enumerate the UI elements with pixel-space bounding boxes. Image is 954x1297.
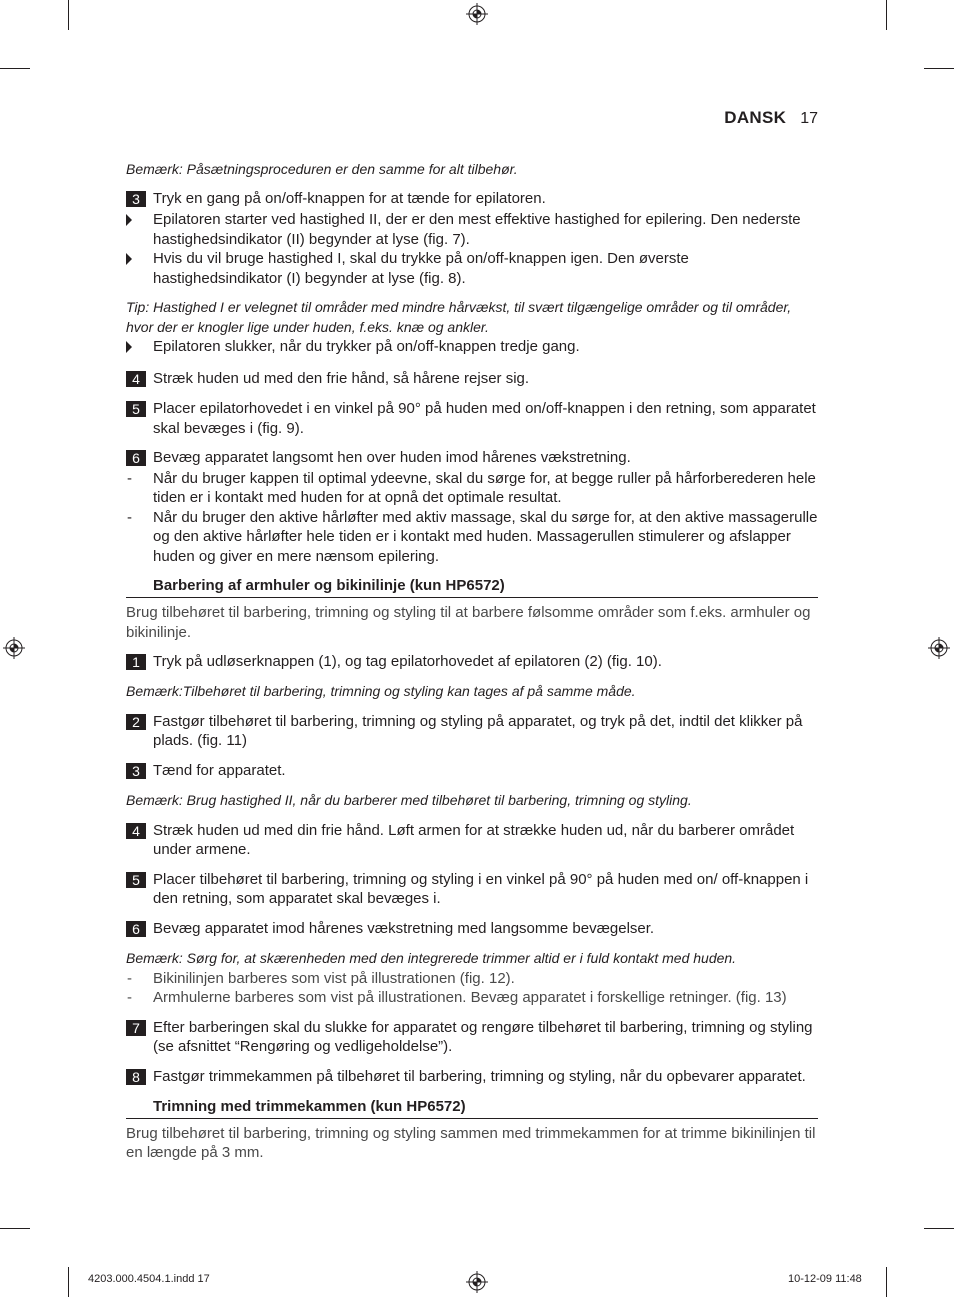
bullet-item	[126, 249, 818, 288]
bullet-text: Epilatoren starter ved hastighed II, der er den mest effektive hastighed for epilering. Den nederste hastighedsindikator (II) begynder at lyse (fig. 7).	[153, 210, 801, 248]
document-body	[126, 160, 818, 1163]
footer-datetime: 10-12-09 11:48	[788, 1273, 862, 1285]
numbered-step	[126, 919, 818, 940]
dash-item: - Når du bruger kappen til optimal ydeevne, skal du sørge for, at begge ruller på hårforberederen hele tiden er i kontakt med huden for at opnå det optimale resultat.	[126, 469, 818, 508]
step-text: Placer epilatorhovedet i en vinkel på 90° på huden med on/off-knappen i den retning, som apparatet skal bevæges i (fig. 9).	[153, 400, 816, 437]
note: Bemærk:Tilbehøret til barbering, trimning og styling kan tages af på samme måde.	[126, 683, 636, 700]
step-number: 8	[126, 1069, 146, 1085]
crop-mark	[924, 68, 954, 69]
numbered-step	[126, 399, 818, 438]
registration-mark-icon	[466, 1271, 488, 1293]
numbered-step	[126, 1018, 818, 1057]
step-text: Bevæg apparatet langsomt hen over huden imod hårenes vækstretning.	[153, 449, 631, 467]
step-text: Placer tilbehøret til barbering, trimning og styling i en vinkel på 90° på huden med on/ off-knappen i den retning, som apparatet skal bevæges i.	[153, 870, 809, 908]
triangle-bullet-icon	[126, 214, 132, 226]
note: Bemærk: Brug hastighed II, når du barberer med tilbehøret til barbering, trimning og styling.	[126, 792, 692, 809]
triangle-bullet-icon	[126, 341, 132, 353]
step-number: 6	[126, 450, 146, 466]
page-number: 17	[800, 110, 818, 127]
numbered-step	[126, 712, 818, 751]
step-text: Fastgør tilbehøret til barbering, trimning og styling på apparatet, og tryk på det, indtil det klikker på plads. (fig. 11)	[153, 712, 803, 750]
numbered-step	[126, 1067, 818, 1088]
note: Bemærk: Påsætningsproceduren er den samme for alt tilbehør.	[126, 161, 518, 177]
crop-mark	[924, 1228, 954, 1229]
language-label: DANSK	[724, 108, 787, 127]
step-text: Tænd for apparatet.	[153, 761, 286, 779]
note: Bemærk: Sørg for, at skærenheden med den integrerede trimmer altid er i fuld kontakt med huden.	[126, 949, 737, 966]
registration-mark-icon	[466, 3, 488, 25]
bullet-text: Hvis du vil bruge hastighed I, skal du trykke på on/off-knappen igen. Den øverste hastighedsindikator (I) begynder at lyse (fig. 8).	[153, 250, 689, 287]
step-text: Tryk på udløserknappen (1), og tag epilatorhovedet af epilatoren (2) (fig. 10).	[153, 653, 662, 671]
dash-item: - Når du bruger den aktive hårløfter med aktiv massage, skal du sørge for, at den aktive massagerulle og den aktive hårløfter hele tiden er i kontakt med huden. Massagerullen stimulerer og afslapper huden og giver en mere nænsom epilering.	[127, 508, 818, 566]
step-number: 5	[126, 872, 146, 888]
step-number: 2	[126, 714, 146, 730]
step-text: Efter barberingen skal du slukke for apparatet og rengøre tilbehøret til barbering, trimning og styling (se afsnittet “Rengøring og vedligeholdelse”).	[153, 1018, 813, 1056]
dash-item: - Bikinilinjen barberes som vist på illustrationen (fig. 12).	[126, 969, 818, 989]
dash-text: Armhulerne barberes som vist på illustrationen. Bevæg apparatet i forskellige retninger. (fig. 13)	[153, 989, 787, 1007]
step-number: 3	[126, 763, 146, 779]
step-number: 3	[126, 191, 146, 207]
step-number: 4	[126, 371, 146, 387]
bullet-item	[126, 210, 818, 249]
numbered-step	[126, 761, 818, 782]
step-text: Tryk en gang på on/off-knappen for at tænde for epilatoren.	[153, 190, 546, 208]
section-heading: Trimning med trimmekammen (kun HP6572)	[126, 1097, 818, 1119]
step-text: Stræk huden ud med din frie hånd. Løft armen for at strække huden ud, når du barberer området under armene.	[153, 821, 795, 859]
step-text: Stræk huden ud med den frie hånd, så hårene rejser sig.	[153, 369, 530, 387]
dash-text: Bikinilinjen barberes som vist på illustrationen (fig. 12).	[153, 969, 515, 987]
dash-text: Når du bruger kappen til optimal ydeevne, skal du sørge for, at begge ruller på hårforberederen hele tiden er i kontakt med huden for at opnå det optimale resultat.	[153, 469, 816, 507]
step-text: Fastgør trimmekammen på tilbehøret til barbering, trimning og styling, når du opbevarer apparatet.	[153, 1067, 806, 1085]
step-number: 4	[126, 823, 146, 839]
triangle-bullet-icon	[126, 253, 132, 265]
numbered-step	[126, 821, 818, 860]
crop-mark	[68, 1267, 69, 1297]
tip-note: Tip: Hastighed I er velegnet til områder med mindre hårvækst, til svært tilgængelige områder og til områder, hvor der er knogler lige under huden, f.eks. knæ og ankler.	[126, 299, 792, 335]
step-number: 6	[126, 921, 146, 937]
registration-mark-icon	[928, 637, 950, 659]
paragraph: Brug tilbehøret til barbering, trimning og styling sammen med trimmekammen for at trimme bikinilinjen til en længde på 3 mm.	[126, 1124, 816, 1162]
step-number: 7	[126, 1020, 146, 1036]
step-text: Bevæg apparatet imod hårenes vækstretning med langsomme bevægelser.	[153, 919, 655, 937]
section-heading: Barbering af armhuler og bikinilinje (kun HP6572)	[126, 576, 818, 598]
crop-mark	[0, 1228, 30, 1229]
paragraph: Brug tilbehøret til barbering, trimning og styling til at barbere følsomme områder som f.eks. armhuler og bikinilinje.	[126, 604, 811, 641]
dash-text: Når du bruger den aktive hårløfter med aktiv massage, skal du sørge for, at den aktive massagerulle og den aktive hårløfter hele tiden er i kontakt med huden. Massagerullen stimulerer og afslapper huden og giver en mere nænsom epilering.	[153, 508, 818, 566]
numbered-step	[126, 448, 818, 469]
crop-mark	[0, 68, 30, 69]
bullet-text: Epilatoren slukker, når du trykker på on/off-knappen tredje gang.	[153, 338, 580, 356]
registration-mark-icon	[3, 637, 25, 659]
crop-mark	[886, 0, 887, 30]
numbered-step	[126, 189, 818, 210]
footer-file-info: 4203.000.4504.1.indd 17	[88, 1273, 210, 1285]
crop-mark	[886, 1267, 887, 1297]
numbered-step	[126, 870, 818, 909]
numbered-step	[126, 652, 818, 673]
dash-item: - Armhulerne barberes som vist på illustrationen. Bevæg apparatet i forskellige retninger. (fig. 13)	[126, 988, 818, 1008]
crop-mark	[68, 0, 69, 30]
numbered-step	[126, 369, 818, 390]
bullet-item	[126, 337, 818, 359]
page-header	[126, 108, 818, 128]
step-number: 1	[126, 654, 146, 670]
step-number: 5	[126, 401, 146, 417]
